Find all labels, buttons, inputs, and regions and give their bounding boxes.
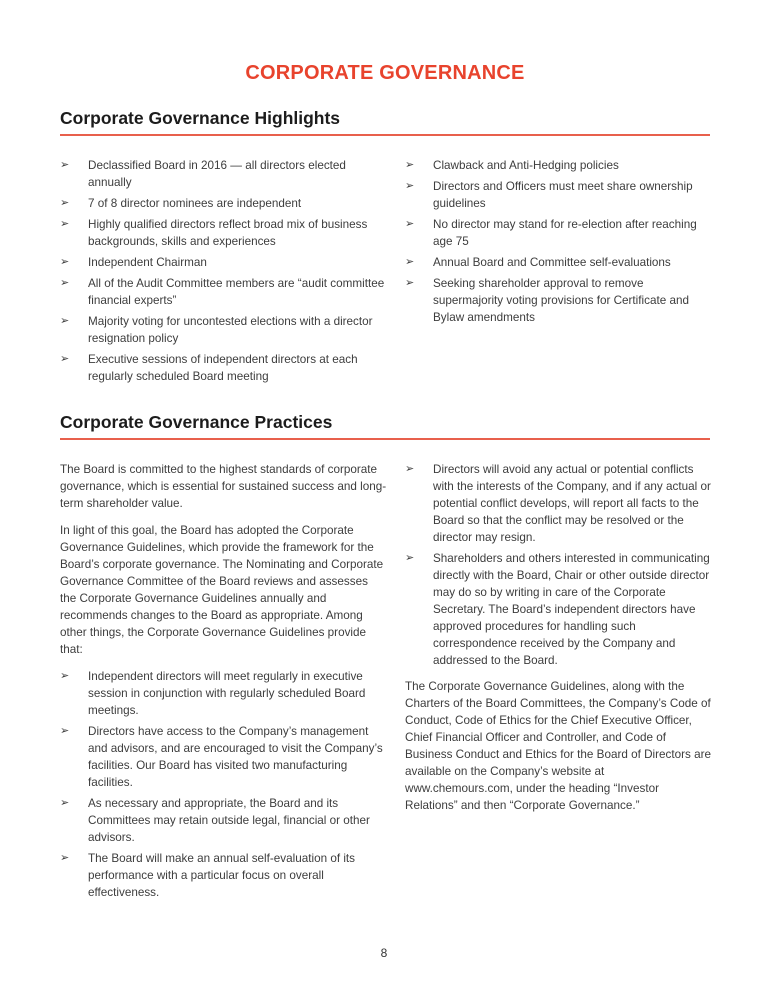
page-title: CORPORATE GOVERNANCE (245, 62, 525, 84)
list-item-text: Annual Board and Committee self-evaluations (433, 256, 671, 269)
arrow-bullet-icon: ➢ (405, 463, 415, 475)
list-item (405, 550, 712, 669)
section-practices (60, 412, 710, 905)
practices-left-column (60, 461, 387, 905)
list-item (60, 723, 387, 791)
arrow-bullet-icon: ➢ (405, 277, 415, 289)
arrow-bullet-icon: ➢ (60, 256, 70, 268)
paragraph: The Board is committed to the highest standards of corporate governance, which is essential for sustained success and long-term shareholder value. (60, 463, 387, 510)
list-item (405, 461, 712, 546)
list-item (60, 795, 387, 846)
arrow-bullet-icon: ➢ (405, 552, 415, 564)
arrow-bullet-icon: ➢ (405, 218, 415, 230)
list-item (60, 216, 387, 250)
list-item-text: Declassified Board in 2016 — all directors elected annually (88, 159, 346, 189)
list-item-text: All of the Audit Committee members are “audit committee financial experts” (88, 277, 385, 307)
arrow-bullet-icon: ➢ (60, 725, 70, 737)
list-item-text: No director may stand for re-election after reaching age 75 (433, 218, 697, 248)
list-item (60, 351, 387, 385)
arrow-bullet-icon: ➢ (60, 315, 70, 327)
list-item-text: Shareholders and others interested in communicating directly with the Board, Chair or other outside director may do so by writing in care of the Corporate Secretary. The Board’s independent directors have approved procedures for handling such correspondence received by the Company and addressed to the Board. (433, 552, 710, 667)
list-item (60, 313, 387, 347)
list-item (60, 275, 387, 309)
arrow-bullet-icon: ➢ (60, 670, 70, 682)
section-highlights (60, 108, 710, 389)
list-item-text: As necessary and appropriate, the Board and its Committees may retain outside legal, financial or other advisors. (88, 797, 370, 844)
highlights-left-column (60, 157, 387, 389)
page-number: 8 (380, 946, 388, 960)
list-item (405, 275, 712, 326)
list-item (60, 157, 387, 191)
arrow-bullet-icon: ➢ (60, 159, 70, 171)
list-item (60, 195, 387, 212)
list-item (405, 254, 712, 271)
list-item-text: Executive sessions of independent directors at each regularly scheduled Board meeting (88, 353, 358, 383)
arrow-bullet-icon: ➢ (60, 197, 70, 209)
list-item (405, 178, 712, 212)
list-item-text: Seeking shareholder approval to remove supermajority voting provisions for Certificate and Bylaw amendments (433, 277, 689, 324)
list-item-text: Highly qualified directors reflect broad mix of business backgrounds, skills and experiences (88, 218, 368, 248)
highlights-columns (60, 157, 710, 389)
list-item (60, 254, 387, 271)
closing-paragraph: The Corporate Governance Guidelines, along with the Charters of the Board Committees, the Company’s Code of Conduct, Code of Ethics for the Chief Executive Officer, Chief Financial Officer and Controller, and Code of Business Conduct and Ethics for the Board of Directors are available on the Company’s website at www.chemours.com, under the heading “Investor Relations” and then “Corporate Governance.” (405, 680, 711, 812)
arrow-bullet-icon: ➢ (60, 797, 70, 809)
list-item-text: Directors will avoid any actual or potential conflicts with the interests of the Company, and if any actual or potential conflict develops, will report all facts to the Board so that the conflict may be resolved or the director may resign. (433, 463, 711, 544)
list-item-text: Majority voting for uncontested elections with a director resignation policy (88, 315, 373, 345)
highlights-right-column (405, 157, 712, 389)
arrow-bullet-icon: ➢ (405, 256, 415, 268)
arrow-bullet-icon: ➢ (60, 353, 70, 365)
list-item-text: The Board will make an annual self-evaluation of its performance with a particular focus on overall effectiveness. (88, 852, 356, 899)
list-item (405, 216, 712, 250)
highlights-heading: Corporate Governance Highlights (60, 108, 710, 136)
list-item-text: Directors have access to the Company’s management and advisors, and are encouraged to visit the Company’s facilities. Our Board has visited two manufacturing facilities. (88, 725, 383, 789)
list-item-text: Clawback and Anti-Hedging policies (433, 159, 619, 172)
arrow-bullet-icon: ➢ (60, 277, 70, 289)
list-item (60, 668, 387, 719)
list-item-text: 7 of 8 director nominees are independent (88, 197, 302, 210)
arrow-bullet-icon: ➢ (60, 218, 70, 230)
page-content (0, 62, 768, 905)
paragraph: In light of this goal, the Board has adopted the Corporate Governance Guidelines, which provide the framework for the Board’s corporate governance. The Nominating and Corporate Governance Committee of the Board reviews and assesses the Corporate Governance Guidelines annually and recommends changes to the Board as appropriate. Among other things, the Corporate Governance Guidelines provide that: (60, 524, 384, 656)
list-item-text: Independent directors will meet regularly in executive session in conjunction with regularly scheduled Board meetings. (88, 670, 366, 717)
practices-heading: Corporate Governance Practices (60, 412, 710, 440)
list-item (60, 850, 387, 901)
arrow-bullet-icon: ➢ (405, 180, 415, 192)
list-item (405, 157, 712, 174)
practices-right-column (405, 461, 712, 905)
arrow-bullet-icon: ➢ (60, 852, 70, 864)
arrow-bullet-icon: ➢ (405, 159, 415, 171)
list-item-text: Independent Chairman (88, 256, 207, 269)
list-item-text: Directors and Officers must meet share ownership guidelines (433, 180, 693, 210)
practices-columns (60, 461, 710, 905)
